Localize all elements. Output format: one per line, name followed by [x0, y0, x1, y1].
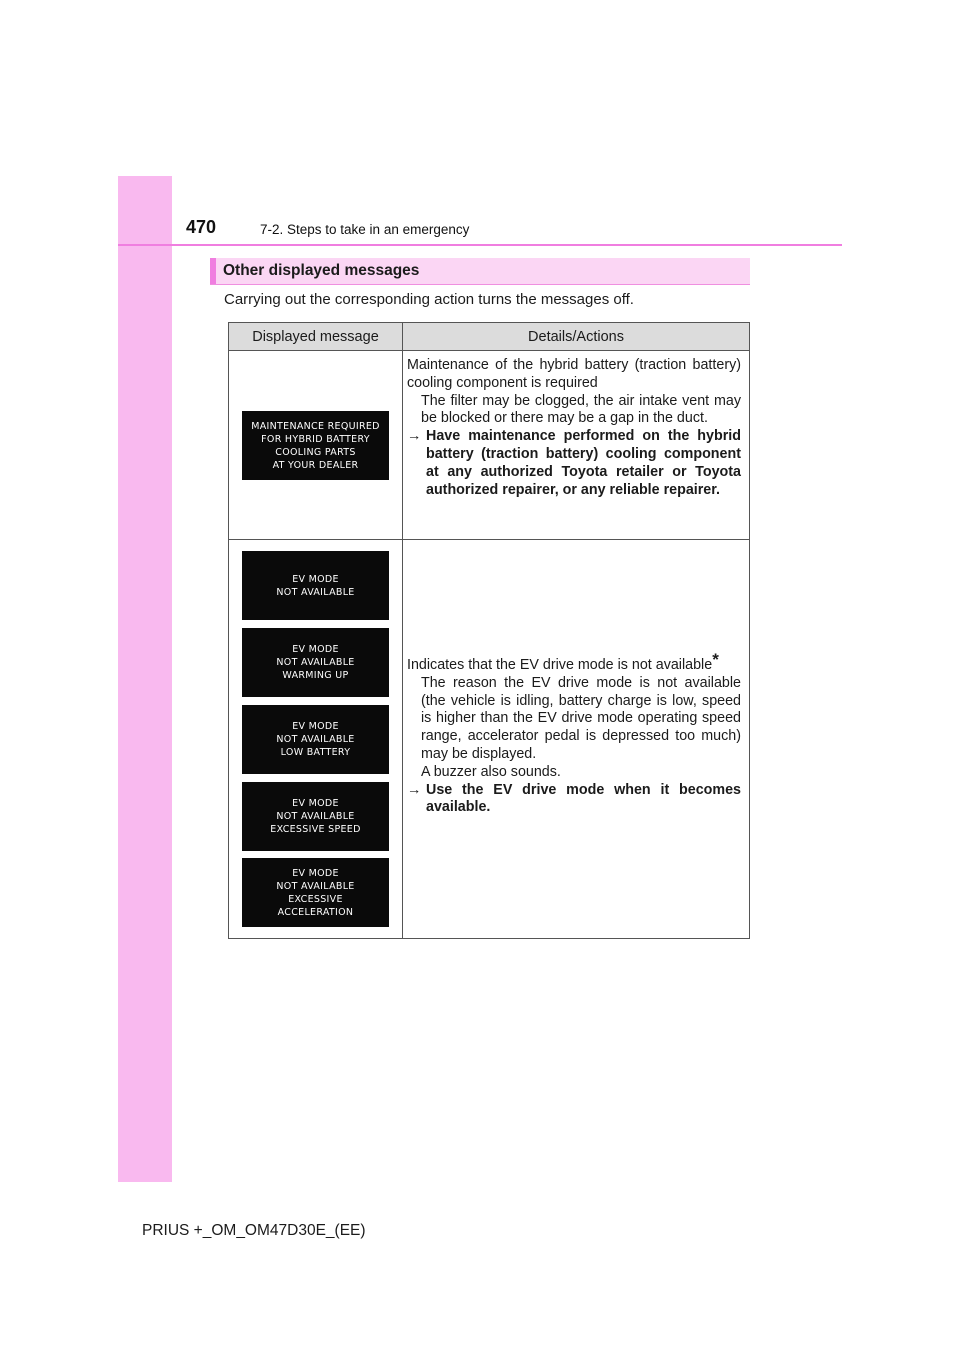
display-screen-text: EV MODE NOT AVAILABLE WARMING UP: [276, 644, 355, 681]
display-screen-text: EV MODE NOT AVAILABLE: [276, 573, 355, 598]
display-screen-ev-mode-warming-up: [242, 628, 389, 697]
arrow-icon: →: [407, 781, 422, 798]
details-lead: [407, 650, 741, 675]
section-title: 7-2. Steps to take in an emergency: [260, 222, 470, 237]
column-divider: [402, 323, 403, 938]
details-action: [407, 782, 741, 818]
display-screen-text: EV MODE NOT AVAILABLE LOW BATTERY: [276, 721, 355, 758]
details-maintenance-required: [407, 357, 741, 499]
heading-accent: [210, 258, 216, 284]
display-screen-text: MAINTENANCE REQUIRED FOR HYBRID BATTERY COOLING PARTS AT YOUR DEALER: [251, 420, 380, 471]
details-action: [407, 428, 741, 499]
details-extra: A buzzer also sounds.: [421, 763, 561, 780]
details-lead-text: Indicates that the EV drive mode is not available: [407, 657, 713, 673]
display-screen-ev-mode-excessive-acceleration: [242, 858, 389, 927]
display-screen-maintenance-required: [242, 411, 389, 480]
details-lead: Maintenance of the hybrid battery (traction battery) cooling component is required: [407, 357, 741, 391]
display-screen-ev-mode-low-battery: [242, 705, 389, 774]
column-header-displayed-message: Displayed message: [252, 329, 379, 345]
messages-table: [228, 322, 750, 939]
header-rule: [118, 244, 842, 246]
section-heading-bar: [210, 258, 750, 285]
column-header-details-actions: Details/Actions: [528, 329, 624, 345]
display-screen-ev-mode-excessive-speed: [242, 782, 389, 851]
table-header-row: [229, 323, 749, 351]
display-screen-text: EV MODE NOT AVAILABLE EXCESSIVE SPEED: [270, 798, 361, 835]
display-screen-text: EV MODE NOT AVAILABLE EXCESSIVE ACCELERATION: [276, 867, 355, 918]
chapter-side-tab: [118, 176, 172, 1182]
details-action-text: Use the EV drive mode when it becomes available.: [426, 781, 741, 816]
row-divider: [229, 539, 749, 540]
details-ev-mode-not-available: [407, 650, 741, 817]
footnote-mark: *: [712, 650, 719, 669]
document-code: PRIUS +_OM_OM47D30E_(EE): [142, 1222, 366, 1239]
intro-text: Carrying out the corresponding action turns the messages off.: [224, 291, 634, 308]
details-reason: The filter may be clogged, the air intake vent may be blocked or there may be a gap in the duct.: [421, 392, 741, 427]
details-reason: The reason the EV drive mode is not available (the vehicle is idling, battery charge is low, speed is higher than the EV drive mode operating speed range, accelerator pedal is depressed too much) may be displayed.: [421, 674, 741, 762]
section-heading: Other displayed messages: [223, 262, 420, 279]
details-action-text: Have maintenance performed on the hybrid battery (traction battery) cooling component at any authorized Toyota retailer or Toyota authorized repairer, or any reliable repairer.: [426, 428, 741, 498]
page-number: 470: [186, 217, 217, 237]
display-screen-ev-mode-not-available: [242, 551, 389, 620]
arrow-icon: →: [407, 428, 422, 445]
